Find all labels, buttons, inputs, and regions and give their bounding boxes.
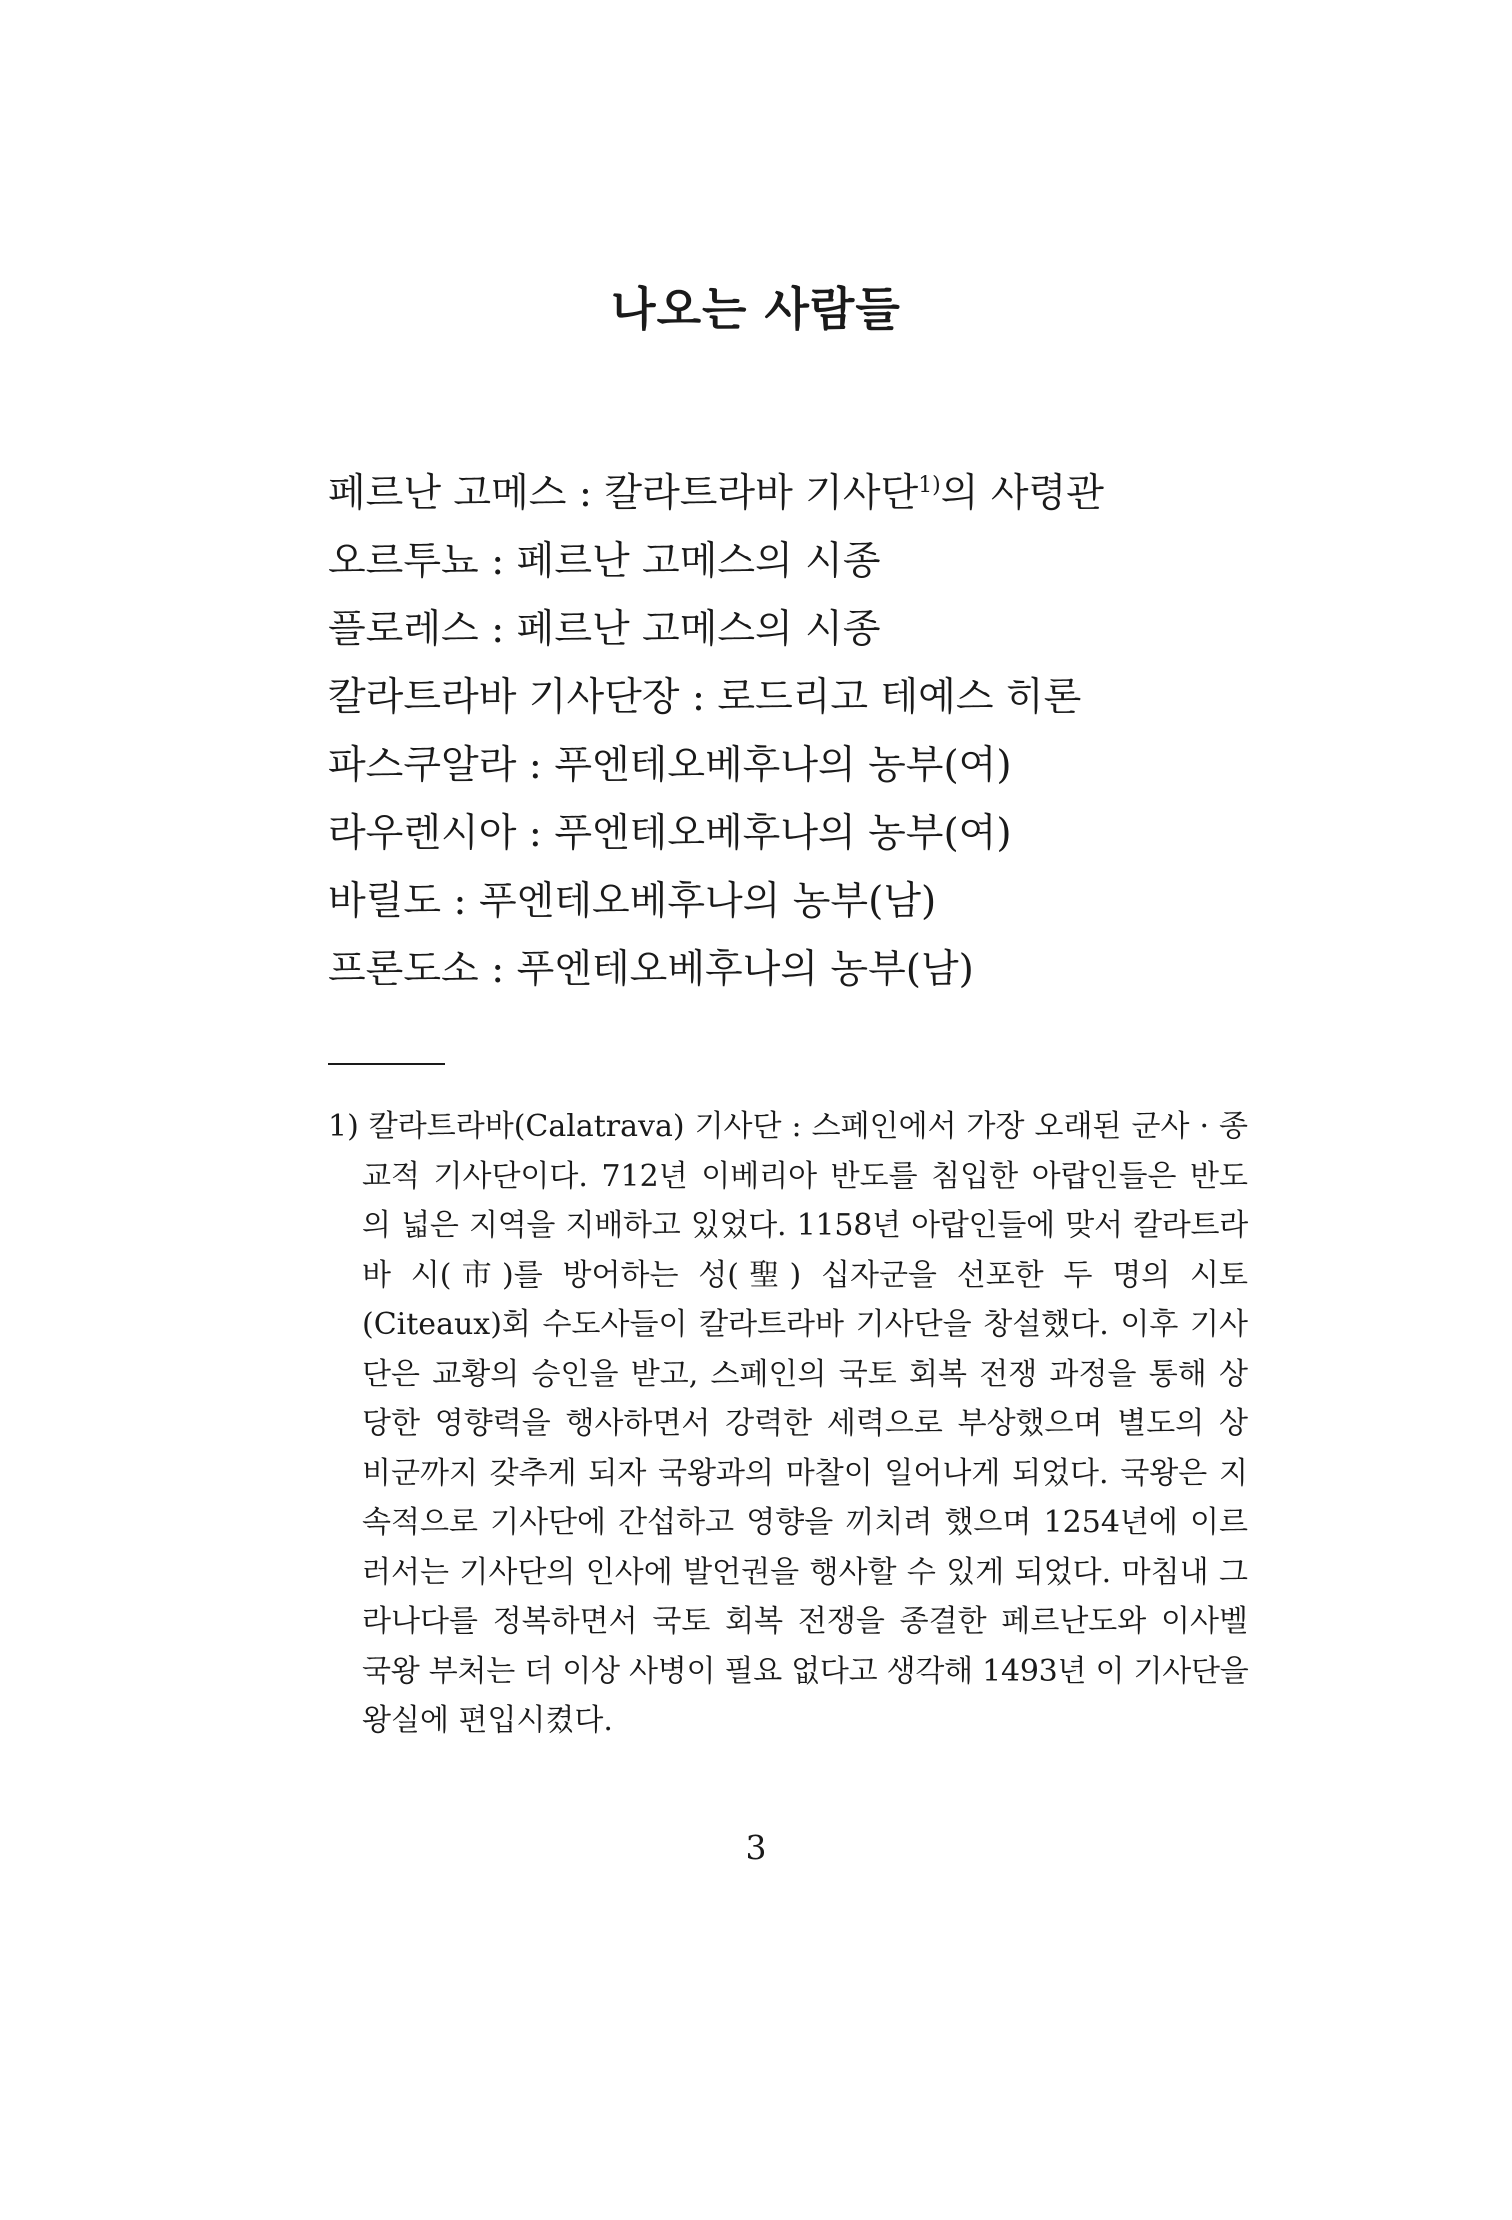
character-role: 푸엔테오베후나의 농부(남) xyxy=(516,947,974,992)
footnote-line: 러서는 기사단의 인사에 발언권을 행사할 수 있게 되었다. 마침내 그 xyxy=(362,1554,1248,1590)
character-role: 페르난 고메스의 시종 xyxy=(516,539,881,584)
footnote-divider xyxy=(328,1063,445,1065)
footnote-line: 바 시(市)를 방어하는 성(聖) 십자군을 선포한 두 명의 시토 xyxy=(362,1257,1248,1293)
character-role: 페르난 고메스의 시종 xyxy=(516,607,881,652)
footnote-line: 교적 기사단이다. 712년 이베리아 반도를 침입한 아랍인들은 반도 xyxy=(362,1158,1248,1194)
character-name: 오르투뇨 xyxy=(328,539,479,584)
separator: : xyxy=(516,743,555,788)
character-role-suffix: 의 사령관 xyxy=(940,471,1104,516)
footnote-line: 비군까지 갖추게 되자 국왕과의 마찰이 일어나게 되었다. 국왕은 지 xyxy=(362,1455,1248,1491)
footnote-line: 국왕 부처는 더 이상 사병이 필요 없다고 생각해 1493년 이 기사단을 xyxy=(362,1653,1249,1689)
footnote-line: 속적으로 기사단에 간섭하고 영향을 끼치려 했으며 1254년에 이르 xyxy=(362,1505,1248,1540)
footnote-line: 당한 영향력을 행사하면서 강력한 세력으로 부상했으며 별도의 상 xyxy=(362,1406,1248,1441)
character-name: 페르난 고메스 xyxy=(328,471,567,516)
footnote-line: 1) 칼라트라바(Calatrava) 기사단 : 스페인에서 가장 오래된 군사 · 종 xyxy=(328,1109,1248,1144)
page-number: 3 xyxy=(745,1828,767,1867)
character-role: 로드리고 테예스 히론 xyxy=(717,675,1082,720)
cast-item xyxy=(328,460,1328,528)
cast-item xyxy=(328,528,1328,596)
page-title: 나오는 사람들 xyxy=(611,281,901,336)
character-name: 플로레스 xyxy=(328,607,479,652)
cast-item xyxy=(328,664,1328,732)
separator: : xyxy=(679,675,718,720)
separator: : xyxy=(478,947,517,992)
character-role: 푸엔테오베후나의 농부(여) xyxy=(554,743,1012,788)
cast-item xyxy=(328,732,1328,800)
cast-item xyxy=(328,868,1328,936)
footnote-line: 단은 교황의 승인을 받고, 스페인의 국토 회복 전쟁 과정을 통해 상 xyxy=(362,1356,1248,1392)
character-name: 바릴도 xyxy=(328,879,442,924)
footnote-ref: 1) xyxy=(918,473,941,498)
cast-list xyxy=(328,460,1328,1004)
footnote-line: 라나다를 정복하면서 국토 회복 전쟁을 종결한 페르난도와 이사벨 xyxy=(362,1604,1248,1639)
character-name: 칼라트라바 기사단장 xyxy=(328,675,680,720)
separator: : xyxy=(516,811,555,856)
character-name: 라우렌시아 xyxy=(328,811,517,856)
separator: : xyxy=(478,539,517,584)
separator: : xyxy=(566,471,605,516)
separator: : xyxy=(441,879,479,924)
character-role: 푸엔테오베후나의 농부(남) xyxy=(478,879,937,924)
character-name: 파스쿠알라 xyxy=(328,743,517,788)
character-role: 칼라트라바 기사단 xyxy=(604,471,919,516)
footnote-line: 의 넓은 지역을 지배하고 있었다. 1158년 아랍인들에 맞서 칼라트라 xyxy=(362,1208,1248,1243)
character-name: 프론도소 xyxy=(328,947,479,992)
footnote-line: 왕실에 편입시켰다. xyxy=(362,1703,613,1738)
cast-item xyxy=(328,596,1328,664)
footnote xyxy=(328,1102,1248,1746)
character-role: 푸엔테오베후나의 농부(여) xyxy=(554,811,1012,856)
cast-item xyxy=(328,800,1328,868)
footnote-line: (Citeaux)회 수도사들이 칼라트라바 기사단을 창설했다. 이후 기사 xyxy=(362,1307,1248,1342)
separator: : xyxy=(478,607,517,652)
cast-item xyxy=(328,936,1328,1004)
